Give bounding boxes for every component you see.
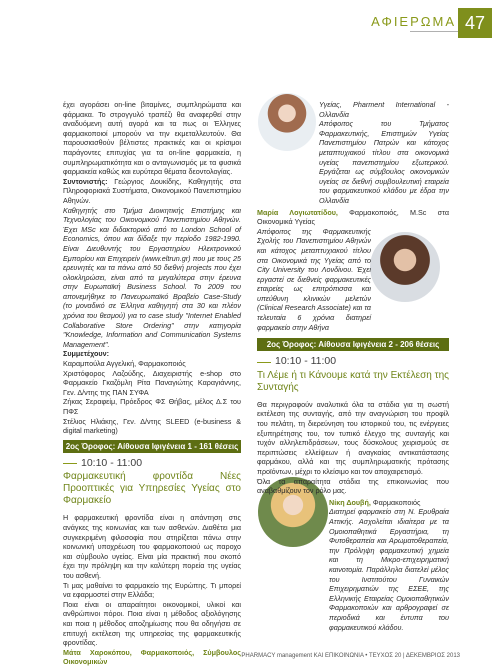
page-header xyxy=(0,0,500,44)
coordinator-bio: Καθηγητής στο Τμήμα Διοικητικής Επιστήμης και Τεχνολογίας του Οικονομικού Πανεπιστημίου Αθηνών. Έχει MSc και διδακτορικό από το London School of Economics, όπου και δίδαξε την περίοδο 1982-1990. Είναι Διευθυντής του Εργαστηρίου Ηλεκτρονικού Εμπορίου και Επιχειρείν (www.eltrun.gr) που με τους 25 ερευνητές και τα πάνω από 50 διεθνή projects που έχει ολοκληρώσει, είναι από τα μεγαλύτερα στην έρευνα στην Ευρωπαϊκή Business School. To 2009 του απονεμήθηκε το Πανευρωπαϊκό Βραβείο Case-Study (το μοναδικό σε Έλληνα καθηγητή στα 30 και πλέον χρόνια του θεσμού) για το case study "Internet Enabled Collaborative Store Ordering" στην κατηγορία "Knowledge, Information and Communication Systems Management". xyxy=(63,205,241,349)
speaker3-name: Νίκη Δουβή, xyxy=(329,497,371,507)
coordinator-text: Γεώργιος Δουκίδης, Καθηγητής στα Πληροφοριακά Συστήματα, Οικονομικού Πανεπιστημίου Αθηνών. xyxy=(63,176,241,205)
time-line-2 xyxy=(257,362,271,363)
session-time-2: 10:10 - 11:00 xyxy=(275,355,337,368)
session-title: Φαρμακευτική φροντίδα Νέες Προοπτικές για Υπηρεσίες Υγείας στο Φαρμακείο xyxy=(63,471,241,507)
coordinator-label: Συντονιστής: xyxy=(63,176,108,186)
footer-text: PHARMACY management ΚΑΙ ΕΠΙΚΟΙΝΩΝΙΑ • ΤΕΥΧΟΣ 20 | ΔΕΚΕΜΒΡΙΟΣ 2013 xyxy=(241,653,460,659)
session-title-2: Τι Λέμε ή τι Κάνουμε κατά την Εκτέλεση της Συνταγής xyxy=(257,369,449,393)
time-row-2 xyxy=(257,357,449,367)
session-body: Η φαρμακευτική φροντίδα είναι η απάντηση στις ανάγκες της κοινωνίας και των ασθενών. Διαθέτει μια συγκεκριμένη φιλοσοφία που στηρίζεται πάνω στην κοινωνική υποχρέωση του φαρμακοποιού ως παροχο και σύμβουλο υγείας. Είναι μία πρακτική που σκοπό έχει την πρόληψη και την καλύτερη πορεία της υγείας του ασθενή. Τι μας μαθαίνει το φαρμακείο της Ευρώπης. Τι μπορεί να εφαρμοστεί στην Ελλάδα; Ποια είναι οι απαραίτητοι οικονομικοί, υλικοί και ανθρώπινοι πόροι. Ποια είναι η μέθοδος αξιολόγησης και ποια η μέθοδος αποζημίωσης που θα οδηγήσει σε επιτυχή εκτέλεση της υπηρεσίας της φαρμακευτικής φροντίδας. xyxy=(63,513,241,648)
room-band-2: 2ος Όροφος: Αίθουσα Ιφιγένεια 2 - 206 θέσεις xyxy=(257,338,449,351)
time-line xyxy=(63,463,77,464)
page-number: 47 xyxy=(458,8,492,38)
speakers-list: Καραμπούλα Αγγελική, Φαρμακοποιός Χριστόφορος Λαζούδης, Διαχειριστής e-shop στο Φαρμακείο Γκαζόμλη Ρίτα Παναγιώτης Καραγιάννης, Γεν. Δ/ντης της ΠΑΝ ΣΥΦΑ Ζήκας Σεραφείμ, Πρόεδρος ΦΣ Θήβας, μέλος Δ.Σ του ΠΦΣ Στέλιος Ηλιάκης, Γεν. Δ/ντης SLEED (e-business & digital marketing) xyxy=(63,359,241,436)
speaker3-role: Φαρμακοποιός xyxy=(372,497,421,507)
section-title: ΑΦΙΕΡΩΜΑ xyxy=(371,14,456,29)
speaker2-bio: Απόφοιτος της Φαρμακευτικής Σχολής του Πανεπιστημίου Αθηνών και κάτοχος μεταπτυχιακού τίτλου στα Οικονομικά της Υγείας από το City University του Λονδίνου. Έχει εργαστεί σε διεθνείς φαρμακευτικές εταιρείες ως επιτρόπισσα και υπεύθυνη κλινικών μελετών (Clinical Research Associate) και τα τελευταία 6 χρόνια διατηρεί φαρμακείο στην Αθήνα xyxy=(257,226,371,332)
moderator-text: Μάτα Χαροκόπου, Φαρμακοποιός, Σύμβουλος Οικονομικών xyxy=(63,647,241,667)
page-footer xyxy=(0,648,500,667)
session-time: 10:10 - 11:00 xyxy=(81,456,143,469)
speakers-label: Συμμετέχουν: xyxy=(63,349,109,359)
speaker3-bio: Διατηρεί φαρμακείο στη Ν. Ερυθραία Αττικής. Ασχολείται ιδιαίτερα με τα Ομοιοπαθητικά Εργαστήρια, τη Φυτοθεραπεία και Αρωματοθεραπεία, την Πρόληψη φαρμακευτική χημεία και τη Μικρο-επιχειρηματική καινοτομία. Παράλληλα διατελεί μέλος του Ινστιτούτου Γυναικών Επιχειρηματιών της ΕΣΕΕ, της Ελληνικής Εταιρείας Ομοιοπαθητικών Φαρμακοποιών και αρθρογραφεί σε περιοδικά και έντυπα του φαρμακευτικού κλάδου. xyxy=(329,507,449,632)
speaker2-name: Μαρία Λογιωτατίδου, xyxy=(257,207,338,217)
right-column xyxy=(257,100,449,632)
speaker2-role: Φαρμακοποιός, M.Sc στα Οικονομικά Υγείας xyxy=(257,207,450,227)
intro-text: έχει αγοράσει on-line βιταμίνες, συμπληρώματα και φάρμακα. Το στρογγυλό τραπέζι θα αναφερθεί στην αναδυόμενη αυτή αγορά και τα πως οι Έλληνες φαρμακοποιοί μπορούν να την εκμεταλλευτούν. Θα παρουσιασθούν βέλτιστες πρακτικές και οι κρίσιμοι παράγοντες επιτυχίας για τα on-line φαρμακεία, η συμπληρωματικότητα και ο ανταγωνισμός με τα φυσικά φαρμακεία καθώς και ευρύτερα θέματα δεοντολογίας. xyxy=(63,100,241,177)
session-body-2: Θα περιγραφούν αναλυτικά όλα τα στάδια για τη σωστή εκτέλεση της συνταγής, από την αναγνώριση του προφίλ του πελάτη, τη διερεύνηση του ιστορικού του, τις ενέργειες εξυπηρέτησης του, τον τυπικό έλεγχο της συνταγής και τυχόν αλληλεπιδράσεων, τους δύσκολους χειρισμούς σε περιπτώσεις ελλείψεων ή αναγκαίας αντικατάστασης φαρμάκου, αλλά και της συμπληρωματικής πρότασης προϊόντων, μέχρι το κλείσιμο και τον αποχαιρετισμό. Όλα τα απαραίτητα στάδια της επικοινωνίας που αναβαθμίζουν τον ρόλο μας. xyxy=(257,399,449,496)
room-band: 2ος Όροφος: Αίθουσα Ιφιγένεια 1 - 161 θέσεις xyxy=(63,440,241,453)
time-row xyxy=(63,456,241,469)
speaker1-bio: Υγείας, Pharment International - Ολλανδία Απόφοιτος του Τμήματος Φαρμακευτικής, Επιστημών Υγείας Πανεπιστημίου Πατρών και κάτοχος μεταπτυχιακού τίτλου στα οικονομικά υγείας πανεπιστημίου εξωτερικού. Εργάζεται ως σύμβουλος οικονομικών υγείας σε διεθνή συμβουλευτική εταιρεία του φαρμακευτικού κλάδου με έδρα την Ολλανδία xyxy=(319,100,449,205)
header-rule xyxy=(410,31,462,32)
left-column xyxy=(63,100,241,667)
